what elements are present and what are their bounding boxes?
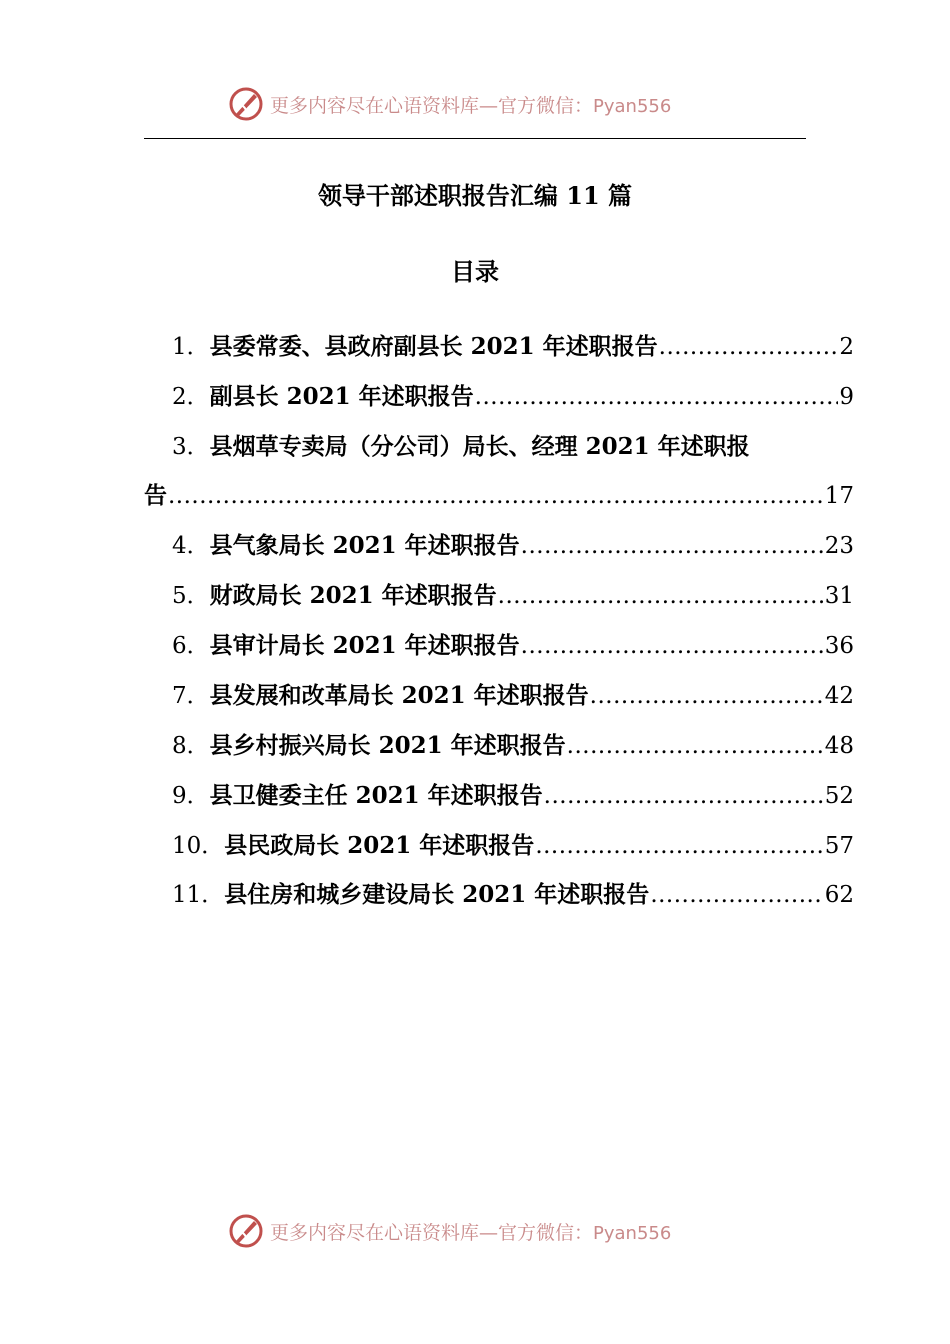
toc-entry-3-line2[interactable] (144, 477, 854, 509)
toc-entry-number: 4． (172, 533, 210, 559)
footer-banner-text (270, 1218, 671, 1245)
toc-entry-page: 2 (839, 334, 854, 360)
toc-entry-label: 县住房和城乡建设局长 2021 年述职报告 (224, 881, 650, 908)
header-rule (144, 138, 806, 139)
toc-entry-10[interactable] (172, 827, 854, 859)
toc-entry-number: 8． (172, 733, 210, 759)
toc-entry-9[interactable] (172, 777, 854, 809)
toc-entry-2[interactable] (172, 378, 854, 410)
toc-leader-dots (650, 882, 823, 908)
toc-leader-dots (567, 733, 824, 759)
header-banner-label: 更多内容尽在心语资料库—官方微信： (270, 94, 594, 117)
toc-entry-label: 县审计局长 2021 年述职报告 (209, 632, 520, 659)
toc-leader-dots (168, 483, 824, 509)
header-banner-text (270, 91, 671, 118)
toc-entry-page: 52 (824, 783, 854, 809)
header-banner (228, 84, 671, 124)
toc-entry-page: 42 (824, 683, 854, 709)
toc-entry-3-line1[interactable] (172, 428, 750, 461)
toc-entry-label: 县发展和改革局长 2021 年述职报告 (209, 682, 589, 709)
toc-entry-label: 县民政局长 2021 年述职报告 (224, 832, 535, 859)
toc-entry-label: 县委常委、县政府副县长 2021 年述职报告 (209, 333, 658, 360)
toc-entry-6[interactable] (172, 627, 854, 659)
toc-entry-label: 副县长 2021 年述职报告 (209, 383, 474, 410)
toc-entry-8[interactable] (172, 727, 854, 759)
toc-leader-dots (590, 683, 824, 709)
toc-entry-number: 7． (172, 683, 210, 709)
page-header (0, 84, 950, 124)
toc-entry-number: 1． (172, 334, 210, 360)
toc-entry-number: 3． (172, 434, 210, 460)
toc-entry-page: 17 (824, 483, 854, 509)
toc-entry-4[interactable] (172, 527, 854, 559)
toc-entry-number: 6． (172, 633, 210, 659)
toc-entry-page: 31 (824, 583, 854, 609)
footer-banner (228, 1211, 671, 1251)
toc-entry-page: 57 (824, 833, 854, 859)
document-title: 领导干部述职报告汇编 11 篇 (317, 181, 633, 210)
toc-entry-number: 10． (172, 833, 225, 859)
toc-entry-page: 48 (824, 733, 854, 759)
toc-entry-number: 9． (172, 783, 210, 809)
toc-entry-5[interactable] (172, 577, 854, 609)
toc-entry-number: 2． (172, 384, 210, 410)
toc-entry-11[interactable] (172, 876, 854, 908)
toc-leader-dots (659, 334, 839, 360)
toc-entry-7[interactable] (172, 677, 854, 709)
toc-entry-page: 23 (824, 533, 854, 559)
toc-leader-dots (521, 633, 824, 659)
toc-entry-label: 县乡村振兴局长 2021 年述职报告 (209, 732, 566, 759)
toc-entry-page: 36 (824, 633, 854, 659)
toc-leader-dots (498, 583, 824, 609)
quill-pen-logo-icon (228, 86, 264, 122)
toc-entry-page: 9 (839, 384, 854, 410)
toc-entry-label: 县烟草专卖局（分公司）局长、经理 2021 年述职报 (209, 433, 750, 460)
footer-wechat-id: Pyan556 (593, 1222, 672, 1244)
quill-pen-logo-icon (228, 1213, 264, 1249)
toc-entry-label: 县卫健委主任 2021 年述职报告 (209, 782, 543, 809)
toc-entry-label-continued: 告 (144, 482, 167, 509)
toc-leader-dots (535, 833, 823, 859)
toc-entry-number: 11． (172, 882, 225, 908)
toc-leader-dots (544, 783, 824, 809)
toc-entry-number: 5． (172, 583, 210, 609)
toc-entry-label: 县气象局长 2021 年述职报告 (209, 532, 520, 559)
page-footer (0, 1211, 950, 1251)
toc-entry-label: 财政局长 2021 年述职报告 (209, 582, 497, 609)
toc-heading: 目录 (451, 257, 499, 286)
header-wechat-id: Pyan556 (593, 95, 672, 117)
toc-leader-dots (521, 533, 824, 559)
toc-leader-dots (475, 384, 839, 410)
toc-entry-page: 62 (824, 882, 854, 908)
toc-entry-1[interactable] (172, 328, 854, 360)
footer-banner-label: 更多内容尽在心语资料库—官方微信： (270, 1221, 594, 1244)
